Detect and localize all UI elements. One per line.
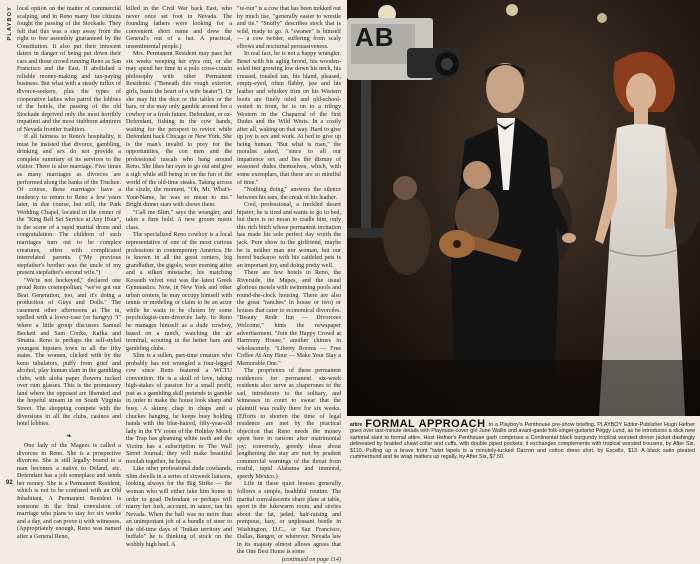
section-ornament: ❧ [66,431,72,440]
camera-label: AB [355,22,395,52]
paragraph: "re-run" is a cow that has been trekked out by much use, "generally easier to wrestle and tie." "Snuffy" describes stock that is wild, ready to go. A "swanee" is himself — a cow twister, suffering from scaly elbows and nocturnal persuasiveness. [237,6,341,50]
photo-illustration [347,0,700,416]
article-column-2 [126,6,232,548]
continued-note: (continued on page 114) [281,556,341,563]
caption-title: FORMAL APPROACH [365,418,486,430]
paragraph: In real fact, he is not a happy wrangler. Beset with his aging brood, his wooden-soled feet growing low down his neck, his creased, tousled tan, his bland, pleased, empty-eyed, often flabby, jaw and his leather and whiskey trim on his Western boots are finely oiled and old-school-vested in front, he is on to a trilogy Western in the Chaparral of the first Dudes and the Wild Wests. In a costly after all, waking on that way. Hard to give up joy is sex and work. At bed to give up being human. "But what is man," the moralist asked, "since to all our impatience sex and lies the dismay of seasoned dudes themselves, which, with some exemplars, that these are so mindful of time." [237,51,341,186]
page-number: 92 [6,480,13,486]
paragraph: If all fairness to Reno's hospitality, it must be insisted that divorce, gambling, drinking and sex do not provide a complete summary of its services to the visitor. There is also marriage. Five times as many marriages as divorces are performed along the banks of the Truckee. Of course, these marriages have a tendency to return to Reno a few years later, in due course, but still, the Park Wedding Chapel, located in the center of the "King Bell Set Service at Any Hour", is the scene of a rapid marital drone and congratulation. The children of such marriages turn out to be complex creatures, often with complicated interrelated parents. ("My previous stepfather's brother was the uncle of my present stepfather's second wife.") [17,134,121,277]
background-figure [383,195,431,275]
paragraph: Mrs. Permanent Resident may pass her six weeks weeping her eyes out, or she may spend her time in a polo cross-cousin philosophy with other Permanent Residents. ("Beneath this rough exterior, girls, beats the heart of a wife beater"). Or she may hit the dice or the tables or the bars, or she may only gamble around for a cowboy or a fresh future. Defendant, or ex-Defendant, fishing in the cow hands, waiting for the prospect to revive while Defendant back Chicago or New York. She is the man's invalid to prey for the opportunities, the con men and the professional rascals who hang around Reno. She likes her eyes to go out and give a sigh while still being in on the fun of the world of the old-time steaks. Taking across the sizzle, the moment, "Oh, Mr. What's-Your-Name, he was so mean to me." Bright dinner stars with shows them. [126,51,232,209]
paragraph: Like other professional dude cowhands, Slim dwells in a series of sixweek liaisons, looking always for the Big Strike — the woman who will either take him home in order to goad Defendant or perhaps will marry her lush, account, in sauce, tan his Nevada. When the ball was no more than an unimportant job of a bundle of steer to the old-time days of "Indian territory and buffalo" he is thinking of stock on the wobbly high heel. A [126,466,232,548]
floor-shadow [347,360,700,416]
running-head-text: PLAYBOY [7,6,13,41]
photo-formal-approach [347,0,700,416]
caption-kicker: attire [350,422,363,428]
studio-light [506,4,518,16]
studio-light [597,13,607,23]
paragraph: Cool, professional, a freckled desert hipster, he is tired and wants to go to bed, but there is no moan to cradle him, only this rich bitch whose permanent invitation has made his sole perfect day worth the jack. Pure show to the girlfriend, maybe he is neither man nor woman, but our bored buckaroo with his cattleled pets is an important joy, and doing pretty well. [237,202,341,269]
paragraph: killed in the Civil War back East, who never once set foot in Nevada. The founding fathers were looking for a convenient short name and drew the General's out of a hat. A practical, unsentimental people.) [126,6,232,50]
running-head [6,6,14,476]
paragraph: Slim is a sullen, part-time creature who probably has not wrangled a four-legged cow since Reno featured a WCTU convention. He is a skull of love, taking high-stakes of passion for a small profit, just as a gambling skill pretends to gamble in order to make the house look sharp and busy. A skinny chap in chaps and a chuckes hanging, he keeps busy holding hands with the blue-haired, fifty-year-old lady in the TV room of the Holiday Motel; the Trap has gleaming white teeth and the Victim has a subscription to The Wall Street Journal; they will make beautiful moolah together, he hopes. [126,353,232,465]
paragraph: "We're not hockeyed," declared one proud Reno cosmopolitan; "we've got our Beat Generation, too, and it's doing a production of Guys and Dolls." The casement other afternoons at The in, spelled with a lower-case (or hungry) "i" where a little group discusses Samuel Beckett and Sam Cooke, Kafka and Sinatra. Reno is perhaps the self-styled youngest hipsters town in all the fifty states. The women, clicked with by the keno tabulators, puffy from grief and alcohol, play human slam in the gambling clubs, with aloha paper flowers tucked over rum glasses. This is the promissory land where the opposed are liberated and the hopeful stream in on South Virginia Street. The shopping compete with the diversions in all the clubs, casinos and hotel lobbies. [17,277,121,428]
paragraph: "Call me Slim," says the wrangler, and takes a firm hold. A new groom meets class. [126,209,232,231]
paragraph: local option on the matter of commercial scalping, and in Reno many fine citizens fought the passing of the Stockade. They felt that this was a step away from the right to free assembly guaranteed by the Constitution. It also put their innocent daters in danger of being put down their cars and those crowd running Reno as San Francisco and the East. It abolished a reliable money-making and tax-paying business. But what with a steady influx of divorce-seekers, plus the types of cooperative ladies who patrol the lobbies of the hotels, the passing of the old Stockade deprived only the most horribly impatient and the most stubborn admirers of Nevada frontier tradition. [17,6,121,133]
paragraph: One lady of the Magees is called a divorcee in Reno. She is a prospective divorcee. She is still legally bound to a man becomes a native to Deland, etc. Defendant has a job someplace and sends her money. She is a Permanent Resident, which is not to be confused with an Old Inhabitant. A Permanent Resident is someone in the final convulsion of marriage who plans to stay for six weeks and a day, and can prove it with witnesses. (Appropriately enough, Reno was named after a General Reno, [17,443,121,540]
paragraph: Life in these quiet houses generally follows a simple, healthful routine. The marital convalescents share plate at table, sport in the lukewarm room, and stories about the fat, jaded, hair-raising and pompous, lazy, or unpleasant beetle in Washington, D.C., or San Francisco, Dallas, Bangor, or wherever. Nevada law in its majesty almost allows agrees that the One Best Home is some [237,481,341,556]
background-figure [393,176,417,200]
paragraph: The specialized Reno cowboy is a local representative of one of the most curious professions in contemporary America. He is known in all the great centers, big grandfather, the gigolo, wore evening attire and a silken mustache; his matching Kossuth velvet vest was the latest Greek Gymnastics. Now, in New York and other urban centers, he may occupy himself with tennis or modeling or claim to be an actor while he waits to be chosen by some psychologist-cum-divorcée lady. In Reno he manages himself as a dude cowboy, based on a ranch, watching the air terminal, scouting in the better bars and gambling clubs. [126,232,232,352]
paragraph: There are few hotels in Reno, the Riverside, the Mapes, and the usual glorious motels with swimming pools and round-the-clock housing. There are also the great "ranches" in house or two) or houses that cater to economical divorcées. "Beauty Rede Inn — Divorcees Welcome," hints the newspaper advertisement. "Join the Happy Crowd at Harmony House," another chimes in wholesomely. "Liberty Rooms — Free Coffee At Any Hour — Make Your Stay a Memorable One." [237,270,341,367]
paragraph: The proprietors of these permanent residences for permanent six-week residents also serve as chaperones to the sad, introducers to the solitary, and witnesses in court to swear that the plaintiff was really there for six weeks. (Efforts to shorten the time of legal residence are met by the practical objection that Reno needs the money spent here in ransom after matrimonial joy; conversely, greedy ideas about lengthening the stay are met by prudent commercial warnings of the threat from restful, rapid Alabama and immoral, speedy Mexico.) [237,368,341,480]
photo-caption [350,418,695,461]
caption-body: to a Playboy's Penthouse pre-show briefing. PLAYBOY Editor-Publisher Hugh Hefner goes over last-minute details with Playmate-cover girl June Wallis and avant-garde folk-singer-guitarist Peggy Lund, as he introduces a slick new sartorial slant to formal attire. Host Hefner's Penthouse garb comprises a Continental black burgundy tropical worsted dinner jacket dashingly delineated by braided shawl collar and cuffs, with double piped pockets; it exchanges complements with tropical worsted trousers, by After Six, $110. Pulling up a brave front "twist lapels is a minutely-tucked Dacron and cotton dress shirt, by Excello, $13. A black satin pleated cummerbund and tie wrap matters up regally, by After Six, $7.50. [350,422,695,461]
paragraph: "Nothing doing," answers the silence between his ears, the creak of his leather. [237,187,341,201]
article-column-1 [17,6,121,540]
article-column-3 [237,6,341,563]
